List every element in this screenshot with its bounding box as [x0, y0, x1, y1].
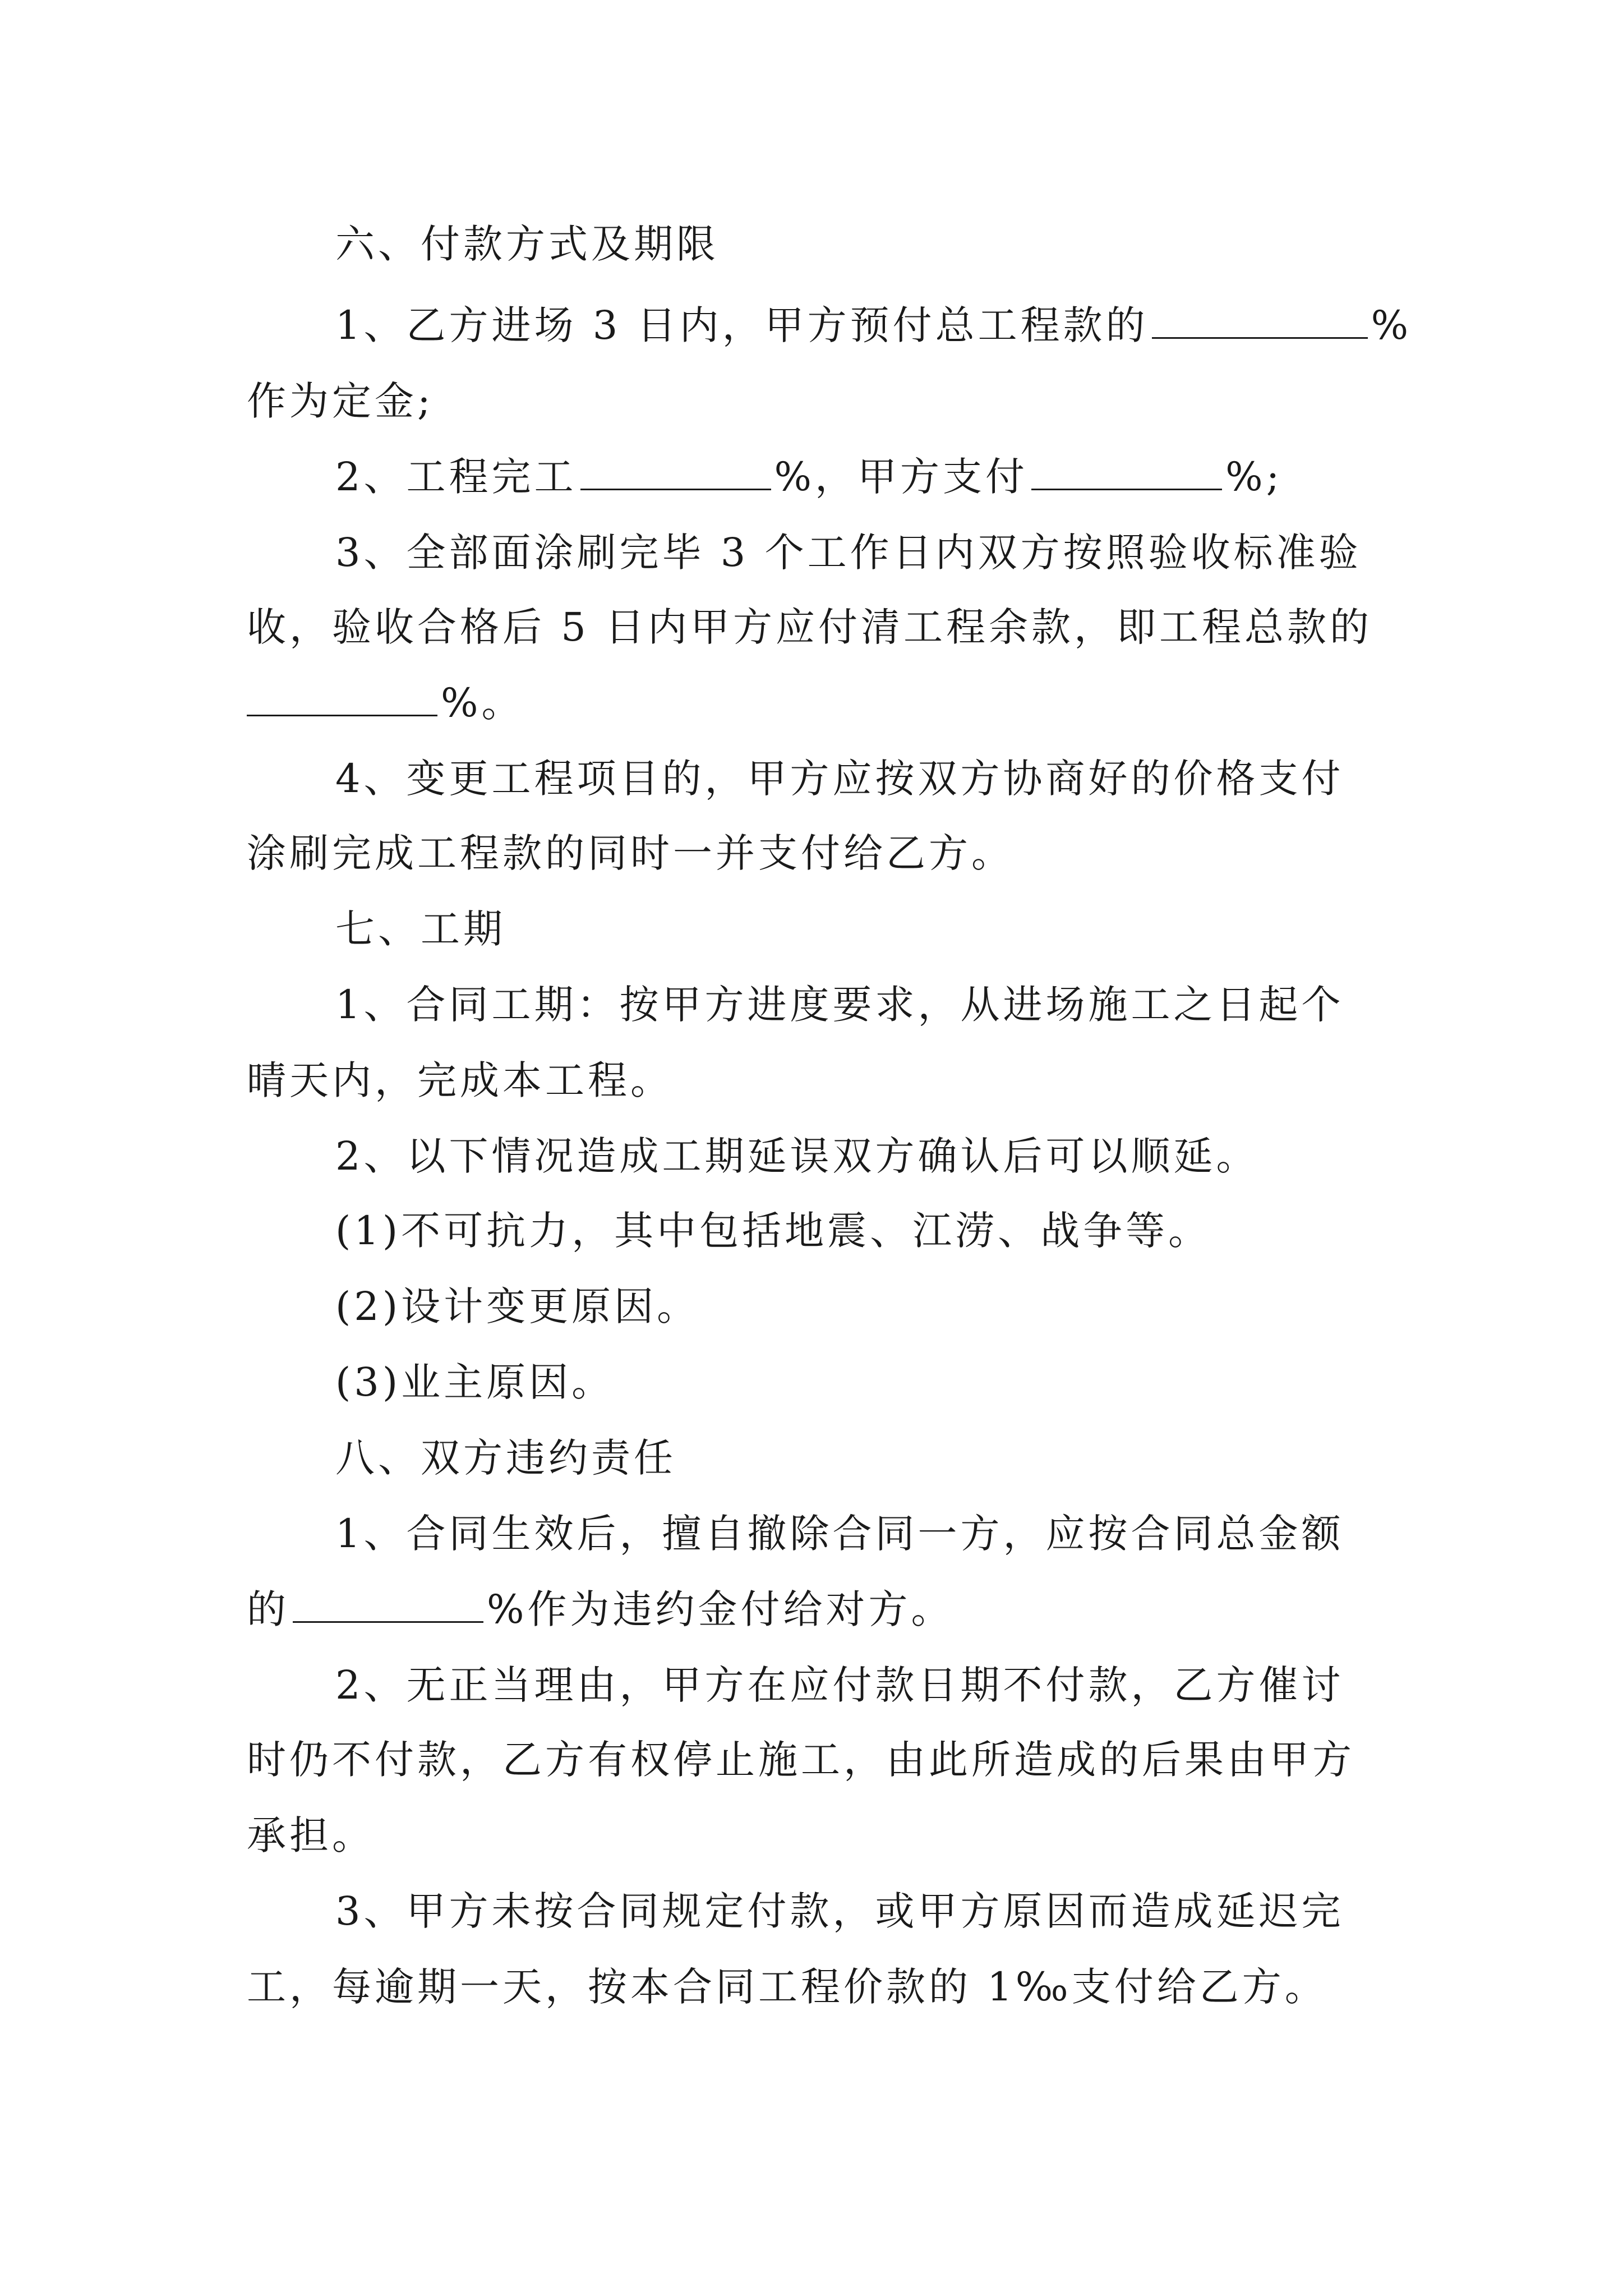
blank-field	[1031, 452, 1222, 490]
paragraph-line: 3、全部面涂刷完毕 3 个工作日内双方按照验收标准验	[335, 530, 1362, 576]
paragraph-line: 2、以下情况造成工期延误双方确认后可以顺延。	[335, 1133, 1259, 1179]
list-item: (1)不可抗力，其中包括地震、江涝、战争等。	[335, 1208, 1211, 1254]
text-span: %作为违约金付给对方。	[487, 1586, 954, 1632]
paragraph-line: 工，每逾期一天，按本合同工程价款的 1‰支付给乙方。	[247, 1964, 1327, 2010]
paragraph-line: 晴天内，完成本工程。	[247, 1057, 673, 1103]
text-span: %	[1371, 302, 1412, 348]
text-span: %;	[1225, 454, 1283, 500]
section-heading-liability: 八、双方违约责任	[335, 1435, 676, 1481]
paragraph-line	[247, 1581, 954, 1637]
list-item: (3)业主原因。	[335, 1359, 615, 1405]
text-span: 1、乙方进场 3 日内，甲方预付总工程款的	[335, 302, 1149, 348]
text-span: %，甲方支付	[774, 454, 1029, 500]
paragraph-line: 2、无正当理由，甲方在应付款日期不付款，乙方催讨	[335, 1662, 1344, 1708]
paragraph-line: 1、合同工期：按甲方进度要求，从进场施工之日起个	[335, 982, 1344, 1028]
text-span: 2、工程完工	[335, 454, 577, 500]
blank-field	[580, 452, 771, 490]
paragraph-line: 收，验收合格后 5 日内甲方应付清工程余款，即工程总款的	[247, 604, 1373, 650]
blank-field	[1152, 300, 1368, 339]
paragraph-line	[335, 297, 1412, 353]
list-item: (2)设计变更原因。	[335, 1283, 700, 1329]
section-heading-schedule: 七、工期	[335, 906, 506, 952]
paragraph-line: 作为定金;	[247, 378, 434, 424]
paragraph-line: 3、甲方未按合同规定付款，或甲方原因而造成延迟完	[335, 1888, 1344, 1934]
paragraph-line: 时仍不付款，乙方有权停止施工，由此所造成的后果由甲方	[247, 1737, 1355, 1783]
paragraph-line: 4、变更工程项目的，甲方应按双方协商好的价格支付	[335, 756, 1344, 802]
text-span: %。	[441, 680, 524, 726]
paragraph-line: 承担。	[247, 1812, 375, 1858]
section-heading-payment: 六、付款方式及期限	[335, 221, 719, 267]
paragraph-line	[335, 449, 1283, 505]
blank-field	[247, 678, 437, 716]
paragraph-line: 涂刷完成工程款的同时一并支付给乙方。	[247, 830, 1014, 876]
paragraph-line: 1、合同生效后，擅自撤除合同一方，应按合同总金额	[335, 1511, 1344, 1557]
blank-field	[293, 1584, 483, 1623]
paragraph-line	[247, 675, 524, 731]
text-span: 的	[247, 1586, 289, 1632]
